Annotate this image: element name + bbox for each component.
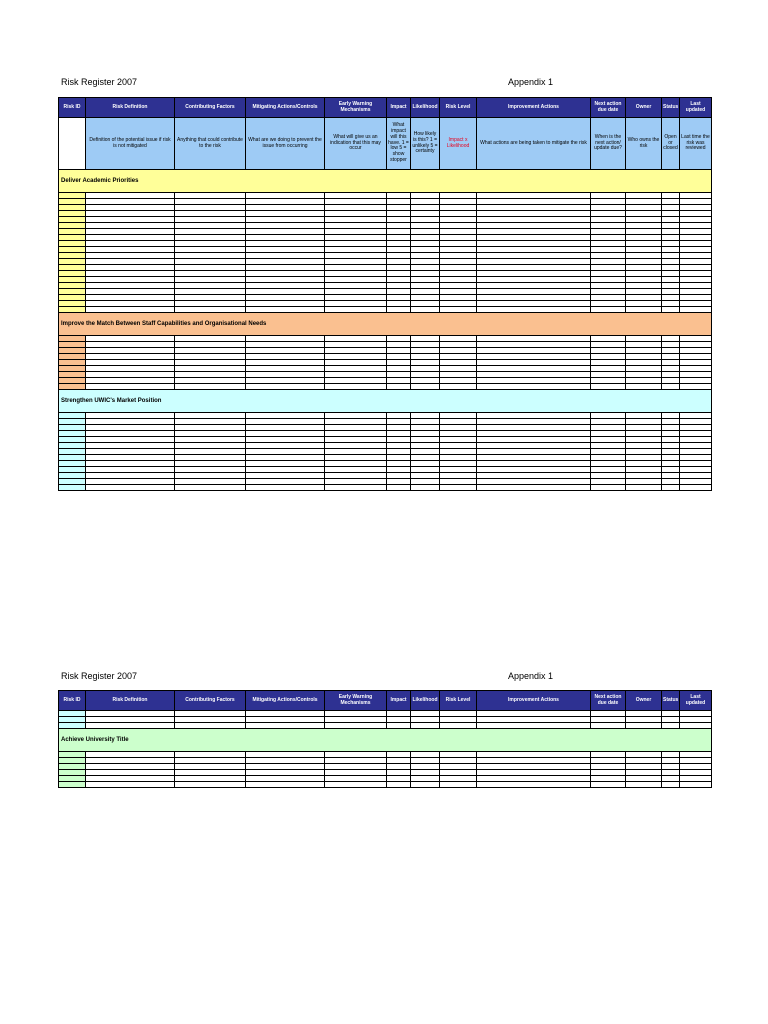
appendix-label: Appendix 1 — [508, 77, 554, 87]
section-row — [59, 390, 712, 413]
cell-owner[interactable] — [626, 485, 662, 491]
column-description-impact: What impact will this have. 1 = low 5 = show stopper — [387, 118, 411, 170]
column-header-contributing-factors: Contributing Factors — [175, 98, 246, 118]
column-header-last-updated: Last updated — [680, 691, 712, 711]
section-heading: Strengthen UWIC's Market Position — [59, 390, 712, 413]
column-header-contributing-factors: Contributing Factors — [175, 691, 246, 711]
column-description-next-action-due-date: When is the next action/ update due? — [591, 118, 626, 170]
table-row — [59, 782, 712, 788]
column-description-contributing-factors: Anything that could contribute to the risk — [175, 118, 246, 170]
column-header-early-warning-mechanisms: Early Warning Mechanisms — [325, 691, 387, 711]
column-header-next-action-due-date: Next action due date — [591, 98, 626, 118]
column-description-risk-definition: Definition of the potential issue if risk is not mitigated — [86, 118, 175, 170]
cell-owner[interactable] — [626, 782, 662, 788]
cell-risk-id[interactable] — [59, 782, 86, 788]
appendix-label-2: Appendix 1 — [508, 671, 554, 681]
column-description-risk-level: Impact x Likelihood — [440, 118, 477, 170]
risk-register-table-2 — [58, 690, 712, 788]
column-header-early-warning-mechanisms: Early Warning Mechanisms — [325, 98, 387, 118]
cell-impact[interactable] — [387, 485, 411, 491]
cell-mitigating-actions-controls[interactable] — [246, 485, 325, 491]
risk-register-table — [58, 97, 712, 491]
cell-mitigating-actions-controls[interactable] — [246, 782, 325, 788]
section-row — [59, 170, 712, 193]
cell-status[interactable] — [662, 485, 680, 491]
cell-risk-definition[interactable] — [86, 782, 175, 788]
column-header-risk-id: Risk ID — [59, 98, 86, 118]
section-heading: Achieve University Title — [59, 729, 712, 752]
page-title: Risk Register 2007 — [61, 77, 138, 87]
page-title-2: Risk Register 2007 — [61, 671, 138, 681]
section-row — [59, 729, 712, 752]
column-description-likelihood: How likely is this? 1 = unlikely 5 = certainty — [411, 118, 440, 170]
column-description-status: Open or closed — [662, 118, 680, 170]
header-row — [59, 691, 712, 711]
column-header-impact: Impact — [387, 691, 411, 711]
cell-status[interactable] — [662, 782, 680, 788]
column-header-owner: Owner — [626, 98, 662, 118]
column-description-last-updated: Last time the risk was reviewed — [680, 118, 712, 170]
column-header-risk-id: Risk ID — [59, 691, 86, 711]
column-header-mitigating-actions-controls: Mitigating Actions/Controls — [246, 98, 325, 118]
cell-risk-id[interactable] — [59, 485, 86, 491]
column-header-improvement-actions: Improvement Actions — [477, 98, 591, 118]
column-header-next-action-due-date: Next action due date — [591, 691, 626, 711]
cell-next-action-due-date[interactable] — [591, 485, 626, 491]
cell-early-warning-mechanisms[interactable] — [325, 782, 387, 788]
column-description-mitigating-actions-controls: What are we doing to prevent the issue from occurring — [246, 118, 325, 170]
column-header-risk-level: Risk Level — [440, 98, 477, 118]
description-row — [59, 118, 712, 170]
section-heading: Improve the Match Between Staff Capabilities and Organisational Needs — [59, 313, 712, 336]
cell-risk-level[interactable] — [440, 782, 477, 788]
column-description-early-warning-mechanisms: What will give us an indication that this may occur — [325, 118, 387, 170]
header-row — [59, 98, 712, 118]
column-header-last-updated: Last updated — [680, 98, 712, 118]
cell-last-updated[interactable] — [680, 782, 712, 788]
cell-improvement-actions[interactable] — [477, 782, 591, 788]
column-description-improvement-actions: What actions are being taken to mitigate the risk — [477, 118, 591, 170]
column-header-status: Status — [662, 98, 680, 118]
cell-last-updated[interactable] — [680, 485, 712, 491]
cell-improvement-actions[interactable] — [477, 485, 591, 491]
column-description-owner: Who owns the risk — [626, 118, 662, 170]
column-header-likelihood: Likelihood — [411, 691, 440, 711]
cell-contributing-factors[interactable] — [175, 485, 246, 491]
column-header-improvement-actions: Improvement Actions — [477, 691, 591, 711]
cell-risk-level[interactable] — [440, 485, 477, 491]
cell-early-warning-mechanisms[interactable] — [325, 485, 387, 491]
cell-impact[interactable] — [387, 782, 411, 788]
cell-likelihood[interactable] — [411, 485, 440, 491]
column-header-risk-definition: Risk Definition — [86, 98, 175, 118]
table-row — [59, 485, 712, 491]
cell-contributing-factors[interactable] — [175, 782, 246, 788]
cell-likelihood[interactable] — [411, 782, 440, 788]
column-header-impact: Impact — [387, 98, 411, 118]
column-description-risk-id — [59, 118, 86, 170]
section-heading: Deliver Academic Priorities — [59, 170, 712, 193]
cell-next-action-due-date[interactable] — [591, 782, 626, 788]
column-header-risk-level: Risk Level — [440, 691, 477, 711]
column-header-status: Status — [662, 691, 680, 711]
column-header-risk-definition: Risk Definition — [86, 691, 175, 711]
section-row — [59, 313, 712, 336]
column-header-owner: Owner — [626, 691, 662, 711]
column-header-likelihood: Likelihood — [411, 98, 440, 118]
column-header-mitigating-actions-controls: Mitigating Actions/Controls — [246, 691, 325, 711]
cell-risk-definition[interactable] — [86, 485, 175, 491]
